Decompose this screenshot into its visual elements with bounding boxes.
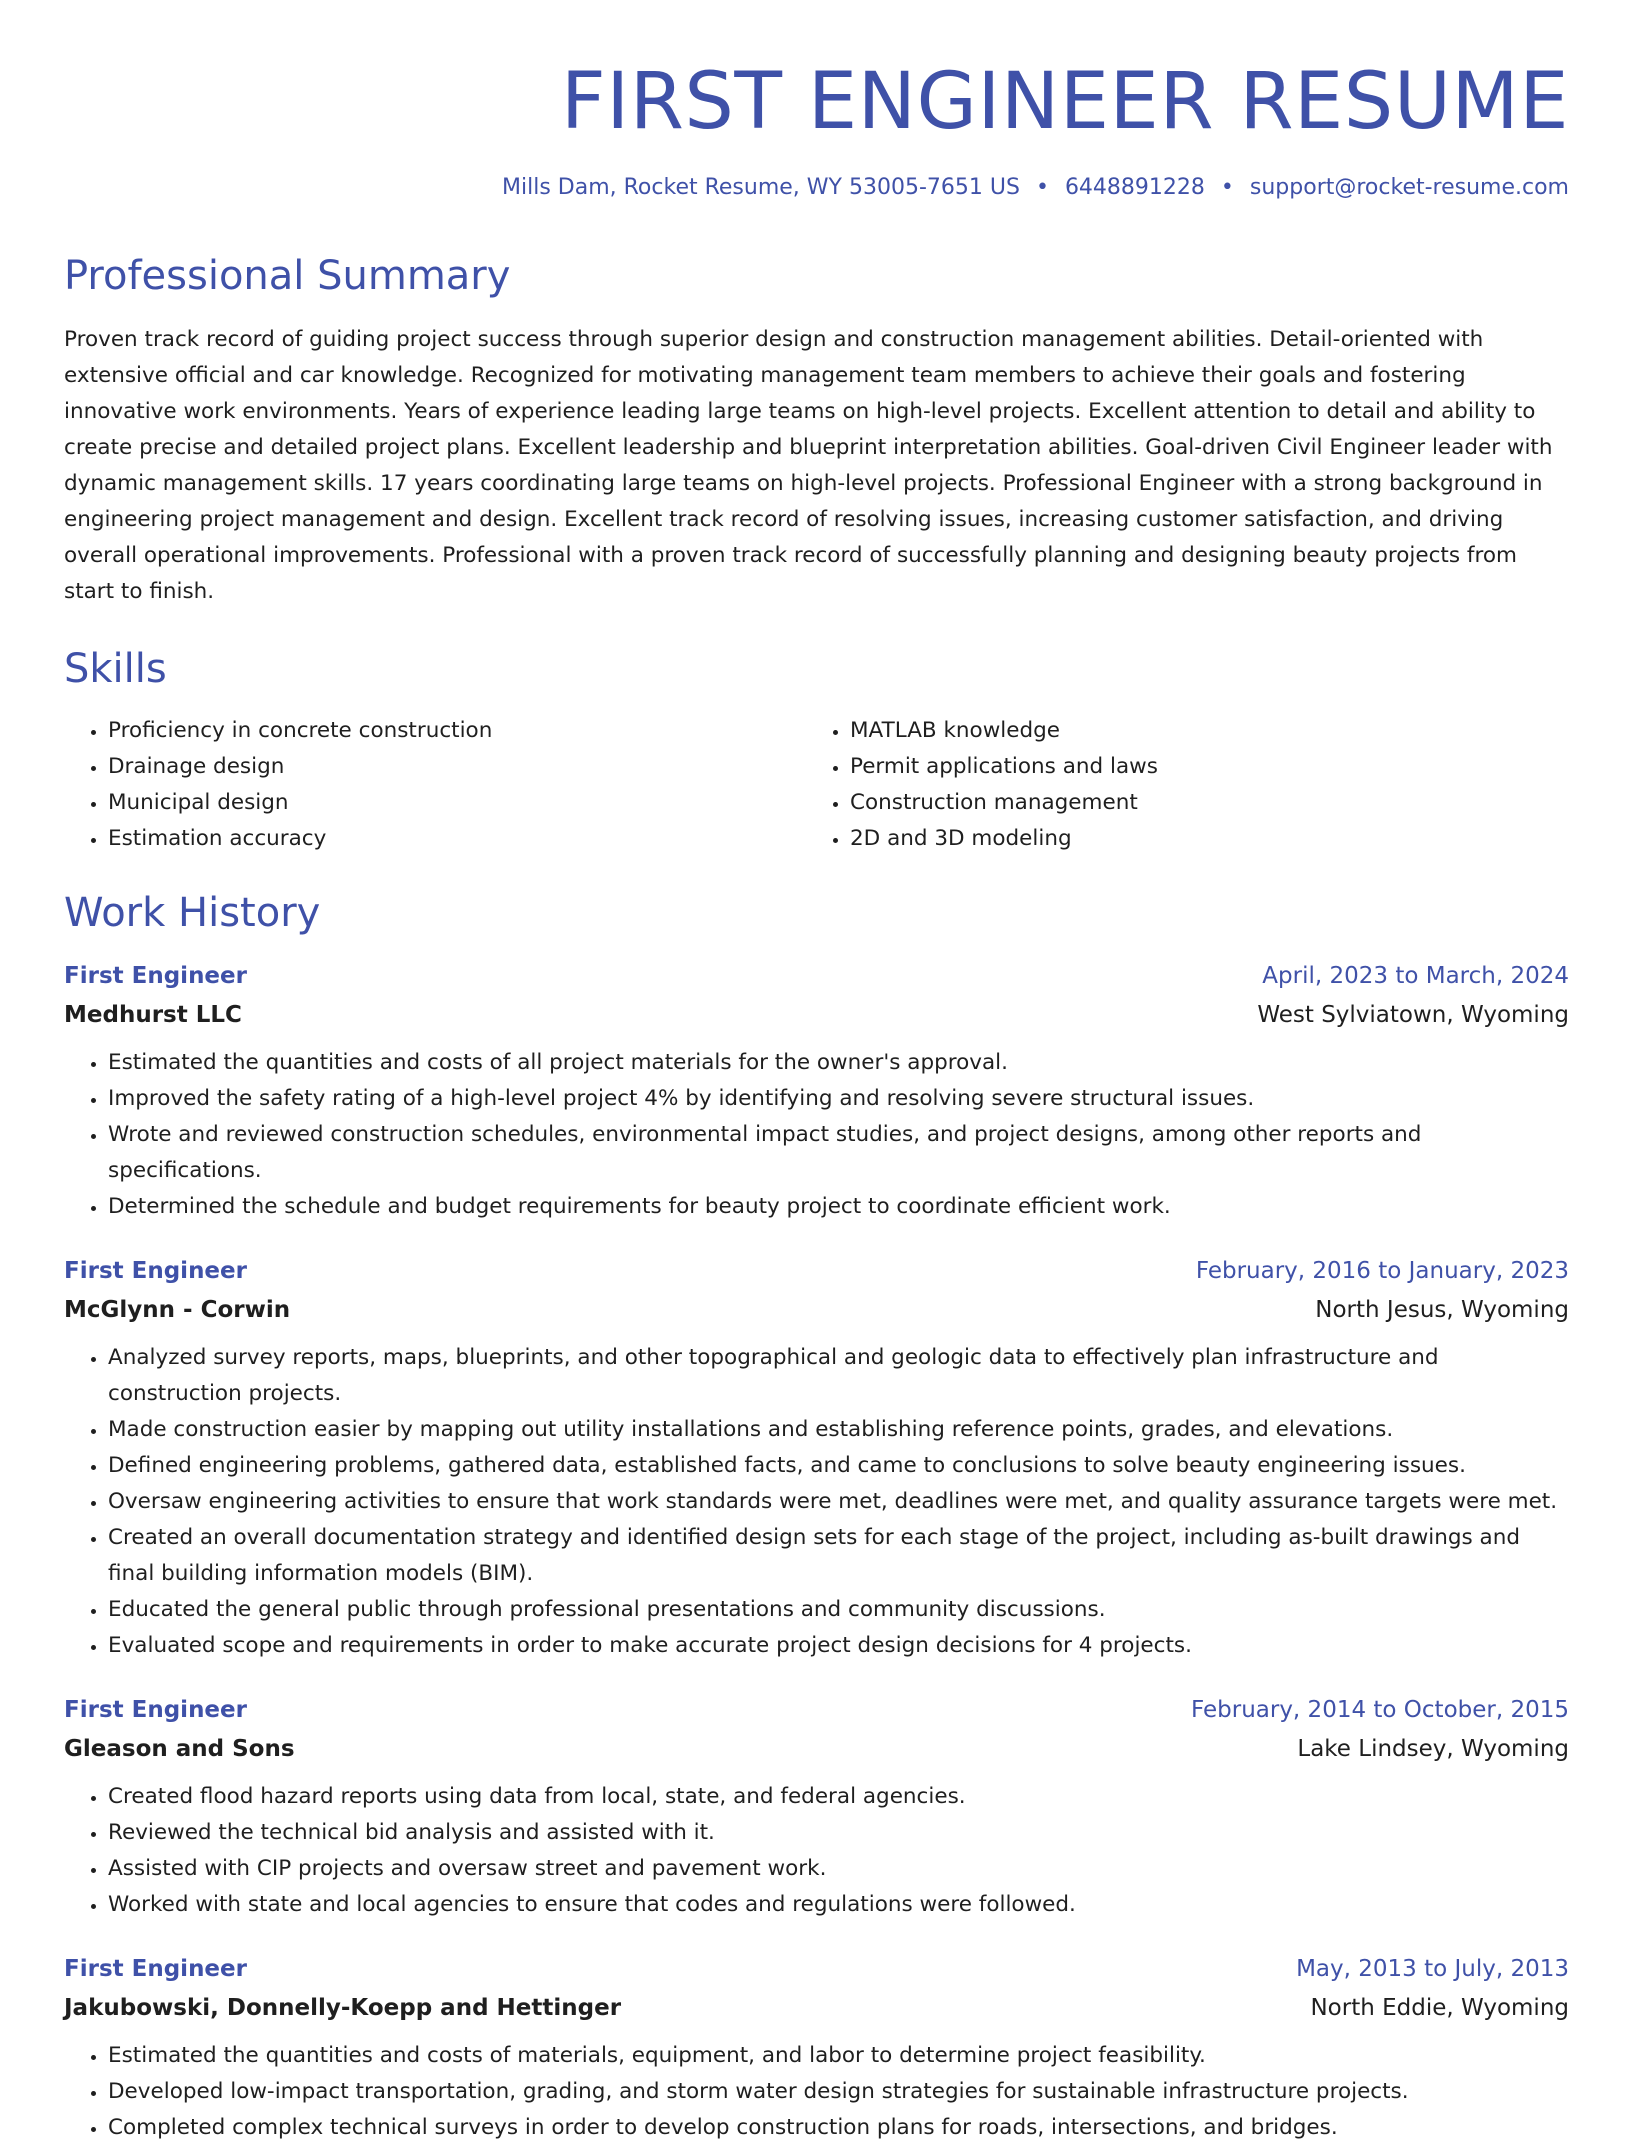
job-bullet: • Made construction easier by mapping out utility installations and establishing reference points, grades, and elevations. — [108, 1412, 1569, 1448]
job-location: Lake Lindsey, Wyoming — [1297, 1736, 1569, 1762]
skills-column-right — [806, 713, 1569, 857]
job-company-row — [64, 999, 1569, 1031]
contact-separator: • — [1220, 175, 1234, 200]
job-bullets — [64, 1779, 1569, 1923]
job-bullet: • Estimated the quantities and costs of all project materials for the owner's approval. — [108, 1045, 1569, 1081]
resume-title: FIRST ENGINEER RESUME — [560, 57, 1569, 147]
work-history-heading: Work History — [64, 890, 321, 936]
job-location: West Sylviatown, Wyoming — [1257, 1002, 1569, 1028]
contact-email[interactable]: support@rocket-resume.com — [1249, 175, 1569, 200]
skill-item: • Municipal design — [108, 785, 806, 821]
job-header-row — [64, 1694, 1569, 1726]
job-dates: February, 2014 to October, 2015 — [1191, 1697, 1569, 1723]
job-title: First Engineer — [64, 1956, 247, 1982]
job-company-row — [64, 1992, 1569, 2024]
job-bullets — [64, 1045, 1569, 1225]
job-title: First Engineer — [64, 963, 247, 989]
job-header-row — [64, 1255, 1569, 1287]
job-bullet: • Improved the safety rating of a high-level project 4% by identifying and resolving severe structural issues. — [108, 1081, 1569, 1117]
skill-item: • Construction management — [850, 785, 1569, 821]
job-title: First Engineer — [64, 1258, 247, 1284]
job-dates: April, 2023 to March, 2024 — [1262, 963, 1569, 989]
job-entry — [64, 1953, 1569, 2146]
job-bullet: • Created flood hazard reports using data from local, state, and federal agencies. — [108, 1779, 1569, 1815]
skill-item: • Proficiency in concrete construction — [108, 713, 806, 749]
job-header-row — [64, 960, 1569, 992]
contact-address: Mills Dam, Rocket Resume, WY 53005-7651 US — [502, 175, 1020, 200]
skills-column-left — [64, 713, 806, 857]
job-entry — [64, 1694, 1569, 1923]
skill-item: • Estimation accuracy — [108, 821, 806, 857]
skill-item: • Drainage design — [108, 749, 806, 785]
job-bullet: • Created an overall documentation strategy and identified design sets for each stage of the project, including as-built drawings and final building information models (BIM). — [108, 1520, 1569, 1592]
job-bullet: • Worked with state and local agencies to ensure that codes and regulations were followed. — [108, 1887, 1569, 1923]
job-bullets — [64, 2038, 1569, 2146]
job-bullet: • Educated the general public through professional presentations and community discussions. — [108, 1592, 1569, 1628]
skills-heading: Skills — [64, 646, 167, 692]
job-bullet: • Defined engineering problems, gathered data, established facts, and came to conclusions to solve beauty engineering issues. — [108, 1448, 1569, 1484]
summary-heading: Professional Summary — [64, 253, 511, 299]
job-dates: February, 2016 to January, 2023 — [1195, 1258, 1569, 1284]
skills-list — [64, 713, 1569, 857]
job-bullet: • Oversaw engineering activities to ensure that work standards were met, deadlines were met, and quality assurance targets were met. — [108, 1484, 1569, 1520]
job-bullets — [64, 1340, 1569, 1664]
summary-text: Proven track record of guiding project success through superior design and construction management abilities. Detail-oriented with extensive official and car knowledge. Recognized for motivating management team members to achieve their goals and fostering innovative work environments. Years of experience leading large teams on high-level projects. Excellent attention to detail and ability to create precise and detailed project plans. Excellent leadership and blueprint interpretation abilities. Goal-driven Civil Engineer leader with dynamic management skills. 17 years coordinating large teams on high-level projects. Professional Engineer with a strong background in engineering project management and design. Excellent track record of resolving issues, increasing customer satisfaction, and driving overall operational improvements. Professional with a proven track record of successfully planning and designing beauty projects from start to finish. — [64, 327, 1553, 604]
job-bullet: • Wrote and reviewed construction schedules, environmental impact studies, and project designs, among other reports and specifications. — [108, 1117, 1569, 1189]
job-bullet: • Evaluated scope and requirements in order to make accurate project design decisions for 4 projects. — [108, 1628, 1569, 1664]
job-location: North Eddie, Wyoming — [1310, 1995, 1569, 2021]
job-company: Jakubowski, Donnelly-Koepp and Hettinger — [64, 1995, 622, 2021]
job-title: First Engineer — [64, 1697, 247, 1723]
job-company: McGlynn - Corwin — [64, 1297, 291, 1323]
contact-line — [64, 175, 1569, 200]
job-company-row — [64, 1294, 1569, 1326]
skill-item: • 2D and 3D modeling — [850, 821, 1569, 857]
job-location: North Jesus, Wyoming — [1315, 1297, 1569, 1323]
job-company-row — [64, 1733, 1569, 1765]
job-bullet: • Reviewed the technical bid analysis and assisted with it. — [108, 1815, 1569, 1851]
job-company: Gleason and Sons — [64, 1736, 295, 1762]
job-company: Medhurst LLC — [64, 1002, 242, 1028]
job-bullet: • Assisted with CIP projects and oversaw street and pavement work. — [108, 1851, 1569, 1887]
job-dates: May, 2013 to July, 2013 — [1296, 1956, 1569, 1982]
job-entry — [64, 960, 1569, 1225]
contact-phone: 6448891228 — [1064, 175, 1205, 200]
job-entry — [64, 1255, 1569, 1664]
contact-separator: • — [1035, 175, 1049, 200]
job-bullet: • Estimated the quantities and costs of materials, equipment, and labor to determine project feasibility. — [108, 2038, 1569, 2074]
skill-item: • MATLAB knowledge — [850, 713, 1569, 749]
job-bullet: • Developed low-impact transportation, grading, and storm water design strategies for sustainable infrastructure projects. — [108, 2074, 1569, 2110]
job-bullet: • Determined the schedule and budget requirements for beauty project to coordinate efficient work. — [108, 1189, 1569, 1225]
job-bullet: • Completed complex technical surveys in order to develop construction plans for roads, intersections, and bridges. — [108, 2110, 1569, 2146]
skill-item: • Permit applications and laws — [850, 749, 1569, 785]
job-bullet: • Analyzed survey reports, maps, blueprints, and other topographical and geologic data to effectively plan infrastructure and construction projects. — [108, 1340, 1569, 1412]
job-header-row — [64, 1953, 1569, 1985]
